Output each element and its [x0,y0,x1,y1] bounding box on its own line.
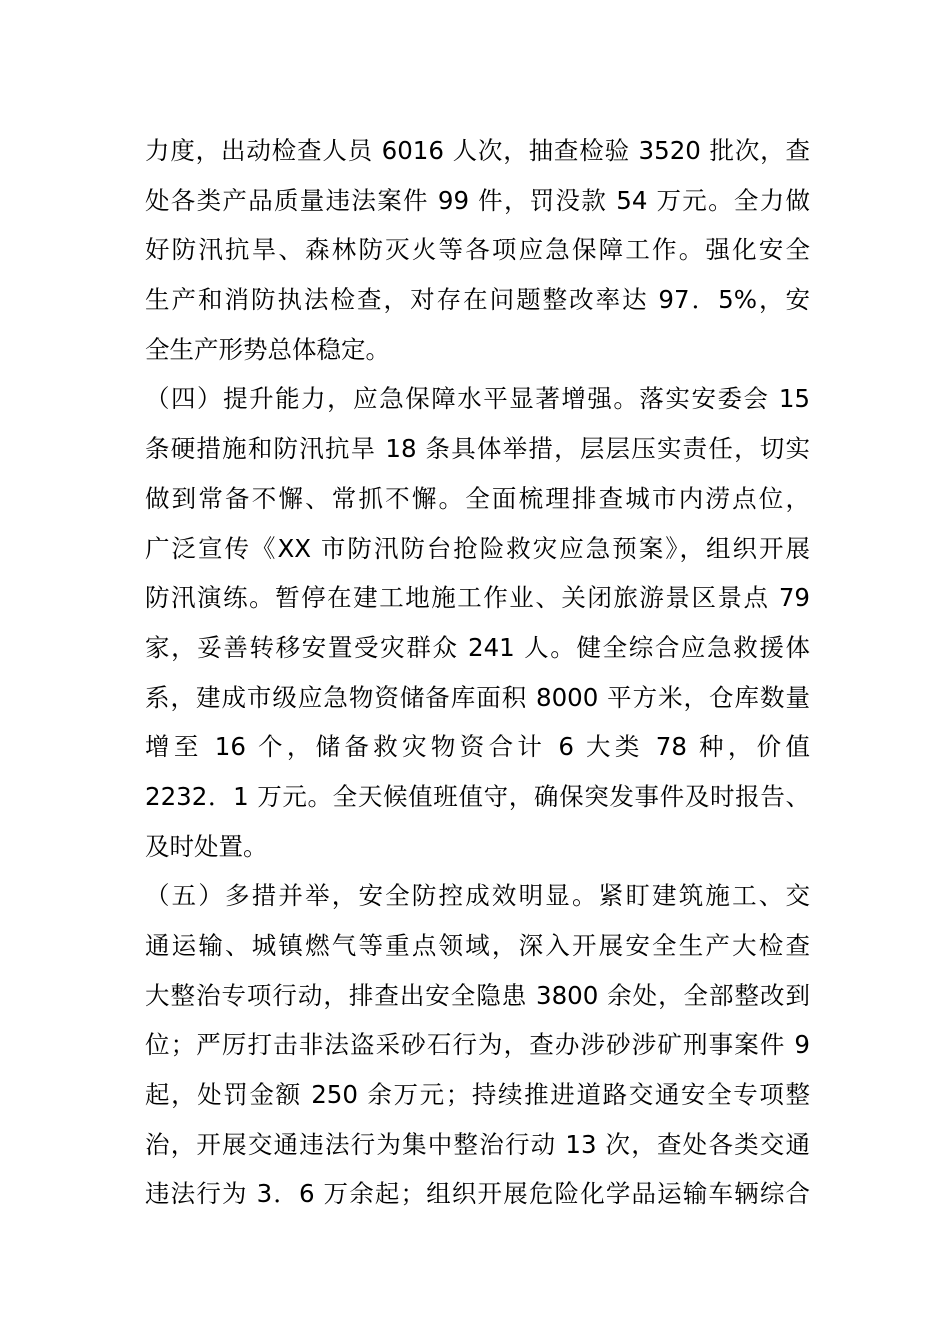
text-line: 防汛演练。暂停在建工地施工作业、关闭旅游景区景点 79 [145,583,810,613]
text-line: （五）多措并举，安全防控成效明显。紧盯建筑施工、交 [145,881,810,911]
text-line: 大整治专项行动，排查出安全隐患 3800 余处，全部整改到 [145,980,810,1010]
text-line: 及时处置。 [145,831,268,861]
text-line: 广泛宣传《XX 市防汛防台抢险救灾应急预案》，组织开展 [145,533,810,563]
text-line: 位；严厉打击非法盗采砂石行为，查办涉砂涉矿刑事案件 9 [145,1030,810,1060]
text-line: 处各类产品质量违法案件 99 件，罚没款 54 万元。全力做 [145,185,810,215]
text-line: 2232．1 万元。全天候值班值守，确保突发事件及时报告、 [145,781,810,811]
text-line: 增至 16 个，储备救灾物资合计 6 大类 78 种，价值 [145,732,810,762]
text-line: 通运输、城镇燃气等重点领域，深入开展安全生产大检查 [145,931,810,960]
text-line: 生产和消防执法检查，对存在问题整改率达 97．5%，安 [145,285,810,315]
text-line: 家，妥善转移安置受灾群众 241 人。健全综合应急救援体 [145,632,810,662]
text-line: 治，开展交通违法行为集中整治行动 13 次，查处各类交通 [145,1129,810,1159]
text-line: 起，处罚金额 250 余万元；持续推进道路交通安全专项整 [145,1080,810,1110]
text-line: 条硬措施和防汛抗旱 18 条具体举措，层层压实责任，切实 [145,434,810,464]
text-line: 全生产形势总体稳定。 [145,334,390,364]
text-line: 力度，出动检查人员 6016 人次，抽查检验 3520 批次，查 [145,136,810,165]
text-line: （四）提升能力，应急保障水平显著增强。落实安委会 15 [145,384,810,414]
text-line: 做到常备不懈、常抓不懈。全面梳理排查城市内涝点位， [145,483,810,513]
text-line: 系，建成市级应急物资储备库面积 8000 平方米，仓库数量 [145,682,810,712]
body-text [145,126,810,1219]
text-line: 好防汛抗旱、森林防灭火等各项应急保障工作。强化安全 [145,235,810,265]
text-line: 违法行为 3．6 万余起；组织开展危险化学品运输车辆综合 [145,1179,810,1209]
